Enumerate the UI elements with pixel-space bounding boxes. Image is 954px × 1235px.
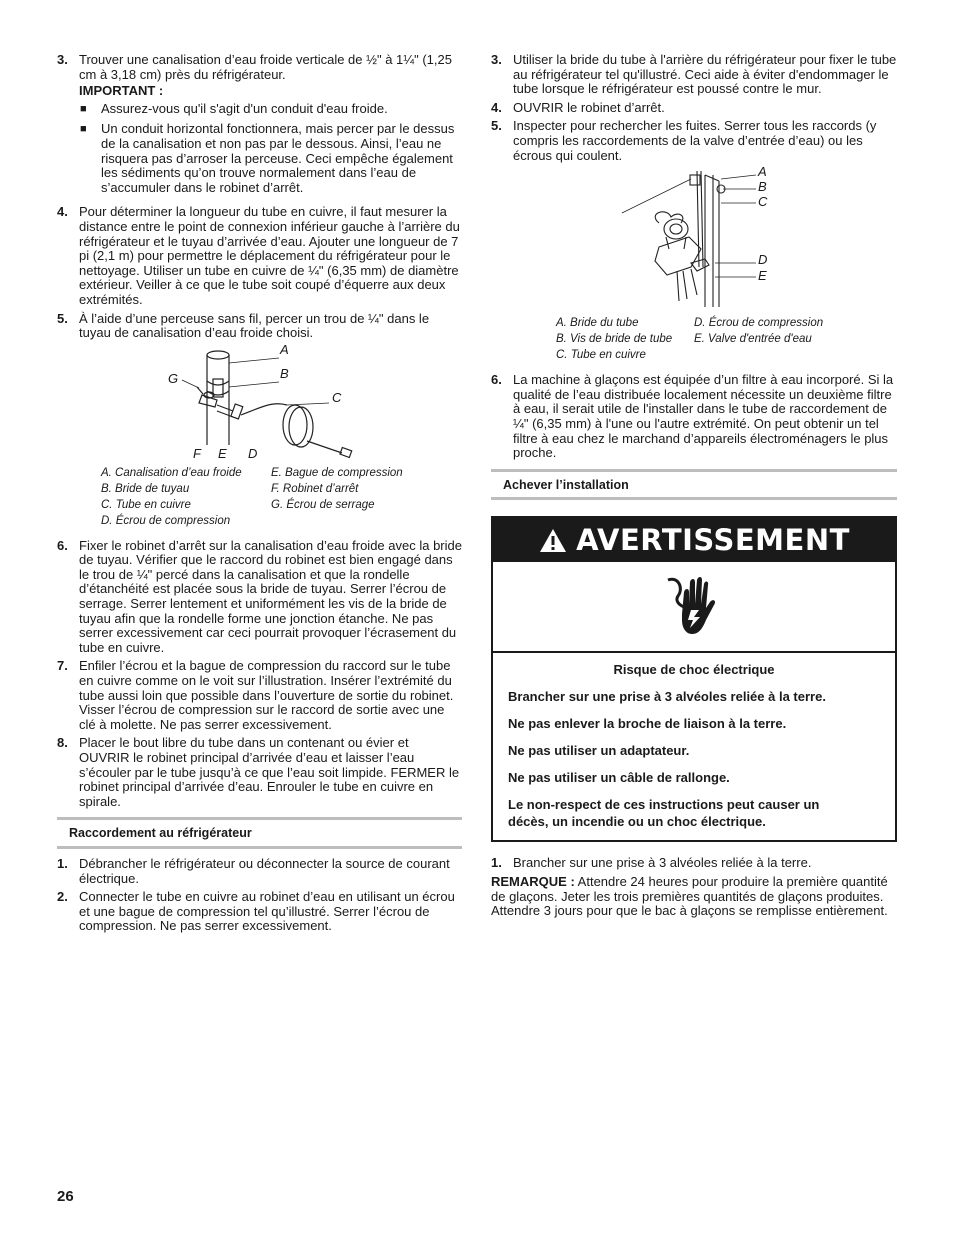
step-text: Fixer le robinet d’arrêt sur la canalisation d’eau froide avec la bride de tuyau. Vérifier que le raccord du robinet est bien engagé dans le trou de ¼" percé dans la canalisation et que la rondelle d’étanchéité est placée sous la bride de tuyau. Serrer l’écrou de serrage. Serrer lentement et uniformément les vis de la bride de tuyau afin que la rondelle forme une jonction étanche. Ne pas serrer excessivement car ceci pourrait provoquer l’écrasement du tube en cuivre. bbox=[79, 537, 462, 655]
warning-line: Ne pas utiliser un câble de rallonge. bbox=[508, 770, 730, 786]
step-6 bbox=[491, 373, 897, 461]
step-4 bbox=[491, 101, 897, 116]
shutoff-valve-illustration bbox=[57, 341, 462, 465]
legend-item: B. Bride de tuyau bbox=[101, 482, 190, 495]
step-number: 5. bbox=[57, 310, 68, 326]
final-step-1 bbox=[491, 856, 897, 871]
figure-label-f: F bbox=[193, 445, 201, 461]
figure-label-e: E bbox=[758, 268, 767, 284]
figure-label-d: D bbox=[758, 252, 768, 268]
step-number: 4. bbox=[57, 204, 68, 220]
step-text: Débrancher le réfrigérateur ou déconnecter la source de courant électrique. bbox=[79, 855, 450, 886]
legend-item: A. Bride du tube bbox=[556, 317, 639, 330]
inlet-valve-illustration bbox=[491, 164, 897, 315]
figure-label-g: G bbox=[168, 370, 179, 386]
warning-line: Ne pas enlever la broche de liaison à la terre. bbox=[508, 716, 787, 732]
shutoff-valve-figure bbox=[57, 341, 462, 465]
section-heading-connection: Raccordement au réfrigérateur bbox=[57, 817, 462, 849]
step-text: OUVRIR le robinet d’arrêt. bbox=[513, 99, 665, 115]
figure-label-c: C bbox=[332, 389, 342, 405]
warning-triangle-icon bbox=[538, 527, 568, 554]
page-number: 26 bbox=[57, 1188, 74, 1205]
step-number: 1. bbox=[491, 855, 502, 871]
step-3 bbox=[491, 53, 897, 97]
bullet-square-icon: ■ bbox=[80, 123, 87, 136]
step-number: 3. bbox=[57, 52, 68, 67]
legend-item: E. Valve d'entrée d'eau bbox=[694, 333, 812, 346]
legend-item: C. Tube en cuivre bbox=[101, 498, 191, 511]
step-number: 5. bbox=[491, 118, 502, 134]
warning-line: Brancher sur une prise à 3 alvéoles reliée à la terre. bbox=[508, 689, 826, 705]
figure-legend bbox=[556, 315, 897, 363]
legend-item: E. Bague de compression bbox=[271, 466, 403, 479]
legend-item: B. Vis de bride de tube bbox=[556, 333, 673, 346]
connection-step-2 bbox=[57, 890, 462, 934]
step-text: Pour déterminer la longueur du tube en cuivre, il faut mesurer la distance entre le point de connexion inférieur gauche à l’arrière du réfrigérateur et le tuyau d’arrivée d’eau. Ajouter une longueur de 7 pi (2,1 m) pour permettre le déplacement du réfrigérateur pour le nettoyage. Utiliser un tube en cuivre de ¼" (6,35 mm) de diamètre extérieur. Veiller à ce que le tube soit coupé d’équerre aux deux extrémités. bbox=[79, 204, 460, 307]
figure-label-b: B bbox=[280, 365, 289, 381]
step-5 bbox=[491, 119, 897, 163]
remarque-label: REMARQUE : bbox=[491, 873, 575, 889]
step-text: Connecter le tube en cuivre au robinet d’eau en utilisant un écrou et une bague de compression tel qu’illustré. Serrer l’écrou de compression. Ne pas serrer excessivement. bbox=[79, 889, 455, 934]
figure-label-a: A bbox=[280, 341, 289, 357]
electric-shock-hand-icon bbox=[664, 574, 724, 640]
figure-label-d: D bbox=[248, 445, 258, 461]
step-number: 7. bbox=[57, 658, 68, 674]
connection-step-1 bbox=[57, 857, 462, 886]
warning-line: Risque de choc électrique bbox=[613, 662, 775, 678]
warning-header bbox=[493, 518, 895, 562]
step-number: 6. bbox=[57, 537, 68, 553]
legend-item: A. Canalisation d’eau froide bbox=[101, 466, 242, 479]
right-column bbox=[491, 53, 897, 919]
bullet-item bbox=[79, 102, 462, 117]
step-text: Inspecter pour rechercher les fuites. Serrer tous les raccords (y compris les raccordements de la valve d’entrée d’eau) ou les écrous qui coulent. bbox=[513, 118, 877, 163]
legend-item: F. Robinet d’arrêt bbox=[271, 482, 359, 495]
figure-label-e: E bbox=[218, 445, 227, 461]
warning-icon-row bbox=[493, 562, 895, 653]
legend-item: G. Écrou de serrage bbox=[271, 498, 375, 511]
step-number: 1. bbox=[57, 855, 68, 871]
step-5 bbox=[57, 312, 462, 341]
warning-box bbox=[491, 516, 897, 842]
step-text: Utiliser la bride du tube à l'arrière du réfrigérateur pour fixer le tube au réfrigérateur tel qu'illustré. Ceci aide à éviter d'endommager le tube lorsque le réfrigérateur est poussé contre le mur. bbox=[513, 52, 897, 97]
legend-item: D. Écrou de compression bbox=[101, 514, 231, 527]
step-7 bbox=[57, 659, 462, 732]
step-number: 8. bbox=[57, 735, 68, 751]
warning-title: AVERTISSEMENT bbox=[576, 523, 850, 558]
warning-line: Ne pas utiliser un adaptateur. bbox=[508, 743, 690, 759]
figure-label-c: C bbox=[758, 194, 768, 210]
remarque-text: Attendre 24 heures pour produire la première quantité de glaçons. Jeter les trois premières quantités de glaçons produites. Attendre 3 jours pour que le bac à glaçons se remplisse entièrement. bbox=[491, 873, 888, 919]
step-text: Trouver une canalisation d’eau froide verticale de ½" à 1¼" (1,25 cm à 3,18 cm) près du réfrigérateur. bbox=[79, 52, 452, 82]
legend-item: D. Écrou de compression bbox=[694, 317, 824, 330]
step-4 bbox=[57, 205, 462, 307]
figure-label-a: A bbox=[758, 164, 767, 180]
step-6 bbox=[57, 539, 462, 656]
step-text: La machine à glaçons est équipée d’un filtre à eau incorporé. Si la qualité de l’eau distribuée localement nécessite un deuxième filtre à eau, il serait utile de l'installer dans le tube de raccordement de ¼" (6,35 mm) à l'une ou l'autre extrémité. On peut obtenir un tel filtre à eau chez le marchand d’appareils électroménagers le plus proche. bbox=[513, 372, 894, 461]
left-column bbox=[57, 53, 462, 938]
bullet-text: Assurez-vous qu'il s'agit d'un conduit d'eau froide. bbox=[101, 100, 388, 116]
section-heading-finish: Achever l’installation bbox=[491, 469, 897, 501]
step-number: 2. bbox=[57, 889, 68, 905]
bullet-item bbox=[79, 122, 462, 195]
bullet-square-icon: ■ bbox=[80, 102, 87, 115]
legend-item: C. Tube en cuivre bbox=[556, 349, 646, 362]
warning-body bbox=[493, 653, 895, 840]
important-label: IMPORTANT : bbox=[79, 83, 164, 99]
step-number: 4. bbox=[491, 99, 502, 115]
warning-line: Le non-respect de ces instructions peut causer un décès, un incendie ou un choc électrique. bbox=[508, 797, 820, 830]
step-3 bbox=[57, 53, 462, 201]
figure-legend bbox=[101, 465, 462, 529]
inlet-valve-figure bbox=[491, 164, 897, 315]
step-text: Enfiler l’écrou et la bague de compression du raccord sur le tube en cuivre comme on le voit sur l’illustration. Insérer l’extrémité du tube aussi loin que possible dans l’ouverture de sortie du robinet. Visser l’écrou de compression sur le raccord de sortie avec une clé à molette. Ne pas serrer excessivement. bbox=[79, 658, 454, 732]
step-8 bbox=[57, 736, 462, 809]
step-text: À l’aide d’une perceuse sans fil, percer un trou de ¼" dans le tuyau de canalisation d’eau froide choisi. bbox=[79, 310, 430, 341]
figure-label-b: B bbox=[758, 179, 767, 195]
bullet-text: Un conduit horizontal fonctionnera, mais percer par le dessus de la canalisation et non pas par le dessous. Ainsi, l’eau ne risquera pas d’arroser la perceuse. Ceci empêche également les sédiments qu’on trouve normalement dans l’eau de s’accumuler dans le robinet d’arrêt. bbox=[101, 121, 455, 195]
step-number: 3. bbox=[491, 52, 502, 67]
step-text: Brancher sur une prise à 3 alvéoles reliée à la terre. bbox=[513, 855, 812, 871]
step-text: Placer le bout libre du tube dans un contenant ou évier et OUVRIR le robinet principal d’arrivée d’eau et laisser l’eau s’écouler par le tube jusqu’à ce que l’eau soit limpide. FERMER le robinet principal d’arrivée d’eau. Enrouler le tube en cuivre en spirale. bbox=[79, 735, 460, 809]
step-number: 6. bbox=[491, 372, 502, 388]
remarque-paragraph bbox=[491, 875, 897, 919]
